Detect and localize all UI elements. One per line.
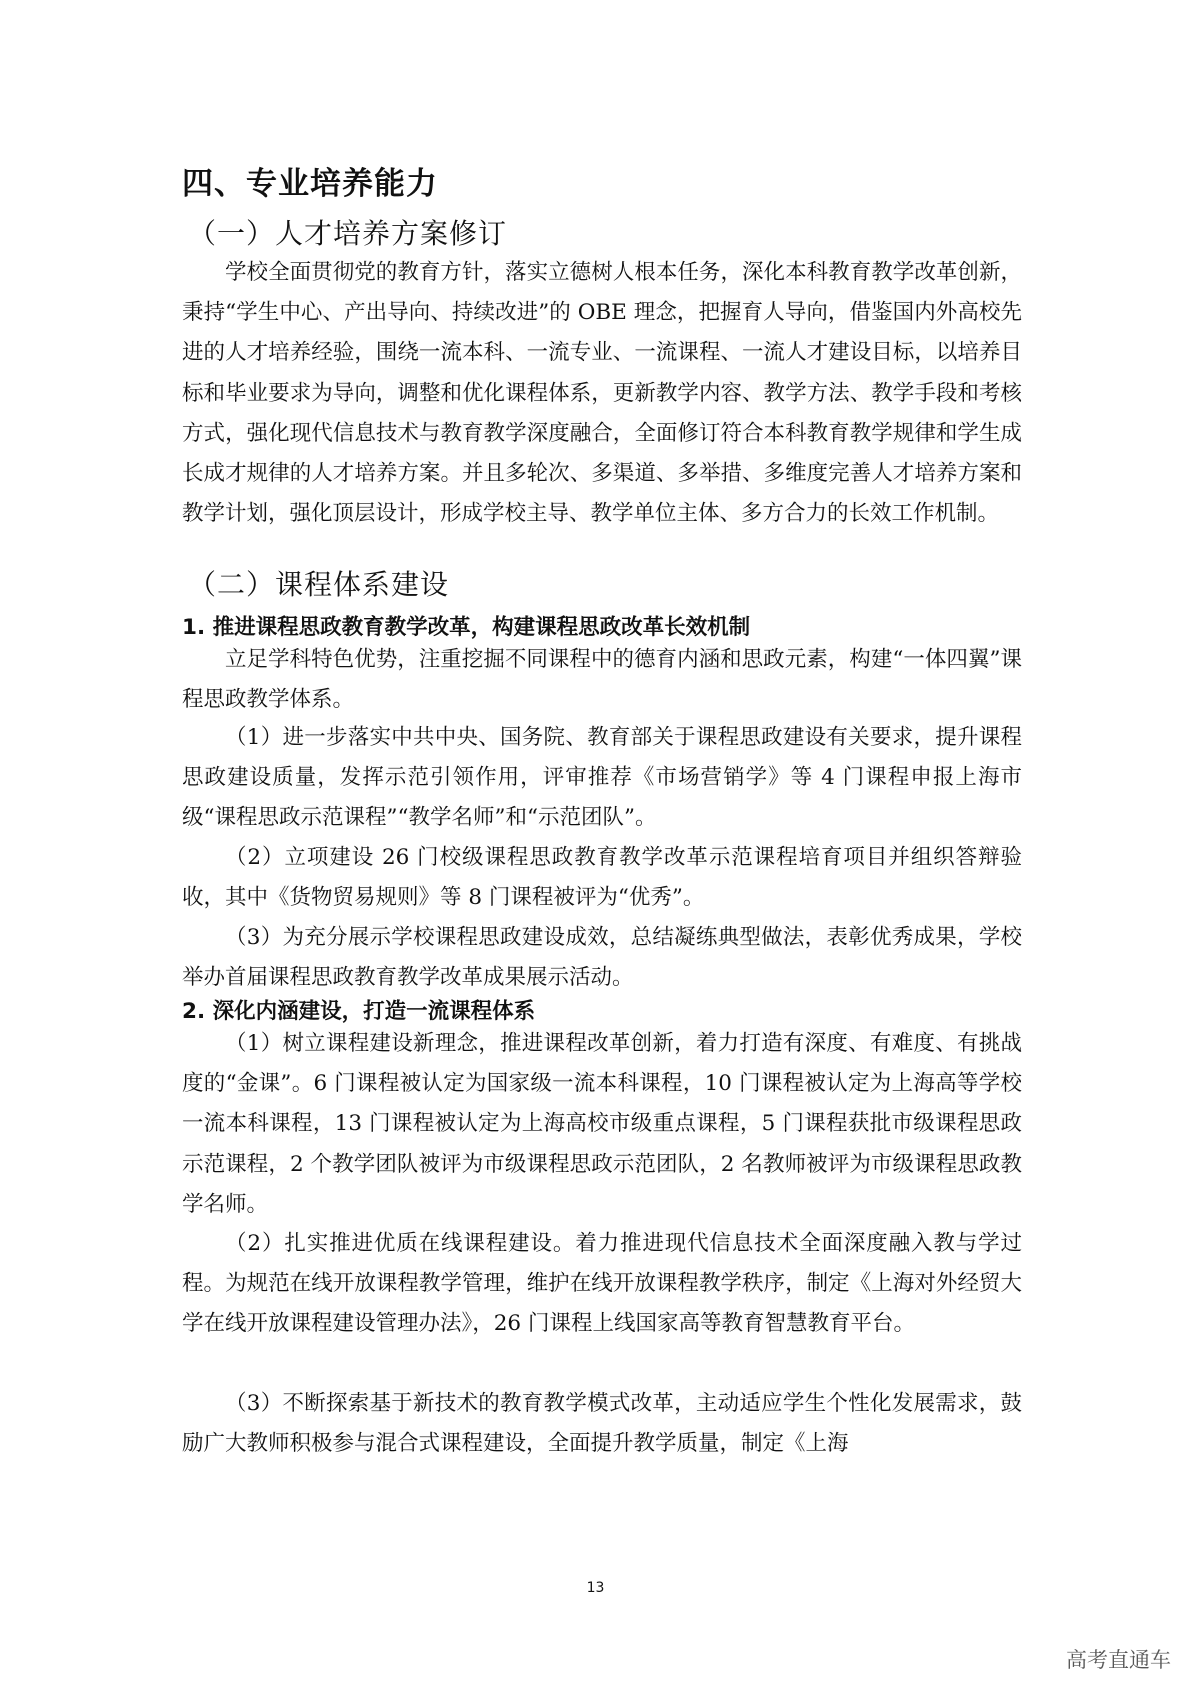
- paragraph-item1-3: （3）为充分展示学校课程思政建设成效，总结凝练典型做法，表彰优秀成果，学校举办首届课程思政教育教学改革成果展示活动。: [182, 925, 1022, 991]
- paragraph-item2-3: （3）不断探索基于新技术的教育教学模式改革，主动适应学生个性化发展需求，鼓励广大教师积极参与混合式课程建设，全面提升教学质量，制定《上海: [182, 1391, 1022, 1457]
- page-number: 13: [586, 1580, 605, 1596]
- section-title: 四、专业培养能力: [182, 166, 438, 202]
- subsection-title-1: （一）人才培养方案修订: [188, 217, 508, 250]
- paragraph-item1-2: （2）立项建设 26 门校级课程思政教育教学改革示范课程培育项目并组织答辩验收，其中《货物贸易规则》等 8 门课程被评为“优秀”。: [182, 845, 1022, 911]
- paragraph-training-plan: 学校全面贯彻党的教育方针，落实立德树人根本任务，深化本科教育教学改革创新，秉持“学生中心、产出导向、持续改进”的 OBE 理念，把握育人导向，借鉴国内外高校先进的人才培养经验，围绕一流本科、一流专业、一流课程、一流人才建设目标，以培养目标和毕业要求为导向，调整和优化课程体系，更新教学内容、教学方法、教学手段和考核方式，强化现代信息技术与教育教学深度融合，全面修订符合本科教育教学规律和学生成长成才规律的人才培养方案。并且多轮次、多渠道、多举措、多维度完善人才培养方案和教学计划，强化顶层设计，形成学校主导、教学单位主体、多方合力的长效工作机制。: [182, 260, 1022, 527]
- paragraph-item2-2: （2）扎实推进优质在线课程建设。着力推进现代信息技术全面深度融入教与学过程。为规范在线开放课程教学管理，维护在线开放课程教学秩序，制定《上海对外经贸大学在线开放课程建设管理办法》，26 门课程上线国家高等教育智慧教育平台。: [182, 1231, 1022, 1337]
- paragraph-intro: 立足学科特色优势，注重挖掘不同课程中的德育内涵和思政元素，构建“一体四翼”课程思政教学体系。: [182, 647, 1022, 713]
- item-heading-1: 1. 推进课程思政教育教学改革，构建课程思政改革长效机制: [182, 615, 751, 640]
- paragraph-item2-1: （1）树立课程建设新理念，推进课程改革创新，着力打造有深度、有难度、有挑战度的“金课”。6 门课程被认定为国家级一流本科课程，10 门课程被认定为上海高等学校一流本科课程，13 门课程被认定为上海高校市级重点课程，5 门课程获批市级课程思政示范课程，2 个教学团队被评为市级课程思政示范团队，2 名教师被评为市级课程思政教学名师。: [182, 1031, 1022, 1217]
- paragraph-item1-1: （1）进一步落实中共中央、国务院、教育部关于课程思政建设有关要求，提升课程思政建设质量，发挥示范引领作用，评审推荐《市场营销学》等 4 门课程申报上海市级“课程思政示范课程”“教学名师”和“示范团队”。: [182, 725, 1022, 831]
- subsection-title-2: （二）课程体系建设: [188, 568, 450, 601]
- watermark: 高考直通车: [1066, 1648, 1171, 1672]
- item-heading-2: 2. 深化内涵建设，打造一流课程体系: [182, 999, 536, 1024]
